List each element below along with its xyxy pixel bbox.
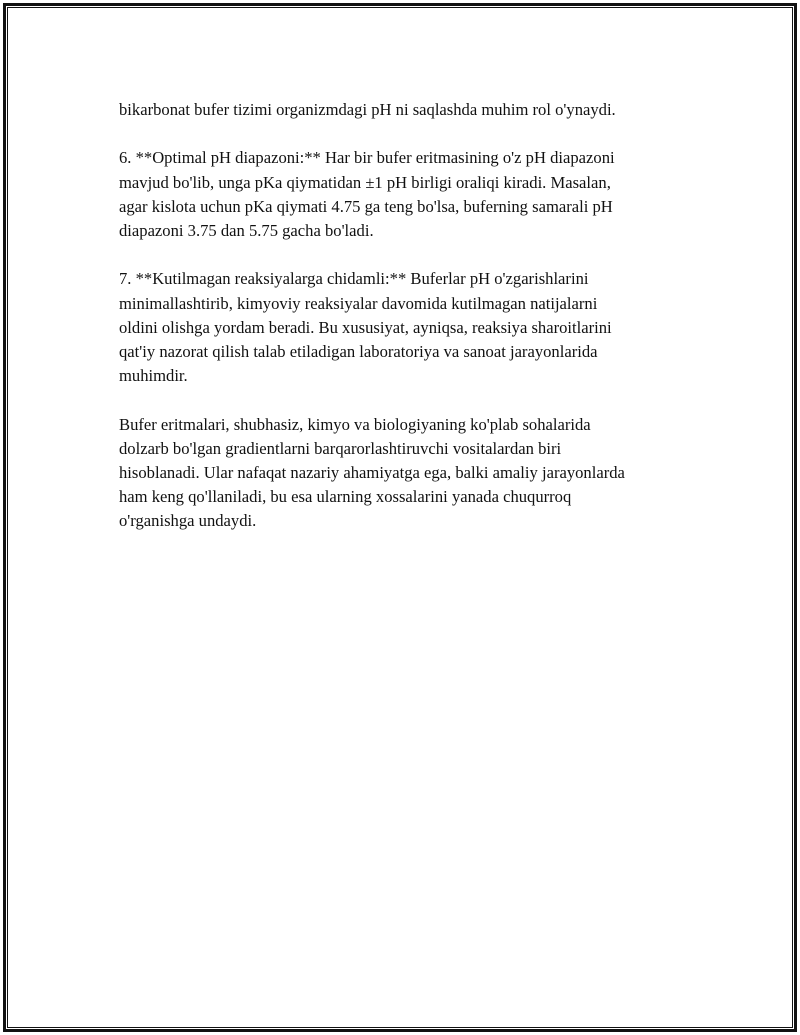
page-frame [3,3,797,1032]
paragraph-optimal-ph-range: 6. **Optimal pH diapazoni:** Har bir bufer eritmasining o'z pH diapazoni mavjud bo'lib, unga pKa qiymatidan ±1 pH birligi oraliqi kiradi. Masalan, agar kislota uchun pKa qiymati 4.75 ga teng bo'lsa, buferning samarali pH diapazoni 3.75 dan 5.75 gacha bo'ladi. [119,148,615,240]
document-body [119,98,689,558]
paragraph-bicarbonate-note: bikarbonat bufer tizimi organizmdagi pH ni saqlashda muhim rol o'ynaydi. [119,100,616,119]
paragraph-unexpected-reactions: 7. **Kutilmagan reaksiyalarga chidamli:** Buferlar pH o'zgarishlarini minimallashtirib, kimyoviy reaksiyalar davomida kutilmagan natijalarni oldini olishga yordam beradi. Bu xususiyat, ayniqsa, reaksiya sharoitlarini qat'iy nazorat qilish talab etiladigan laboratoriya va sanoat jarayonlarida muhimdir. [119,269,612,386]
paragraph-conclusion: Bufer eritmalari, shubhasiz, kimyo va biologiyaning ko'plab sohalarida dolzarb bo'lgan gradientlarni barqarorlashtiruvchi vositalardan biri hisoblanadi. Ular nafaqat nazariy ahamiyatga ega, balki amaliy jarayonlarda ham keng qo'llaniladi, bu esa ularning xossalarini yanada chuqurroq o'rganishga undaydi. [119,414,625,531]
